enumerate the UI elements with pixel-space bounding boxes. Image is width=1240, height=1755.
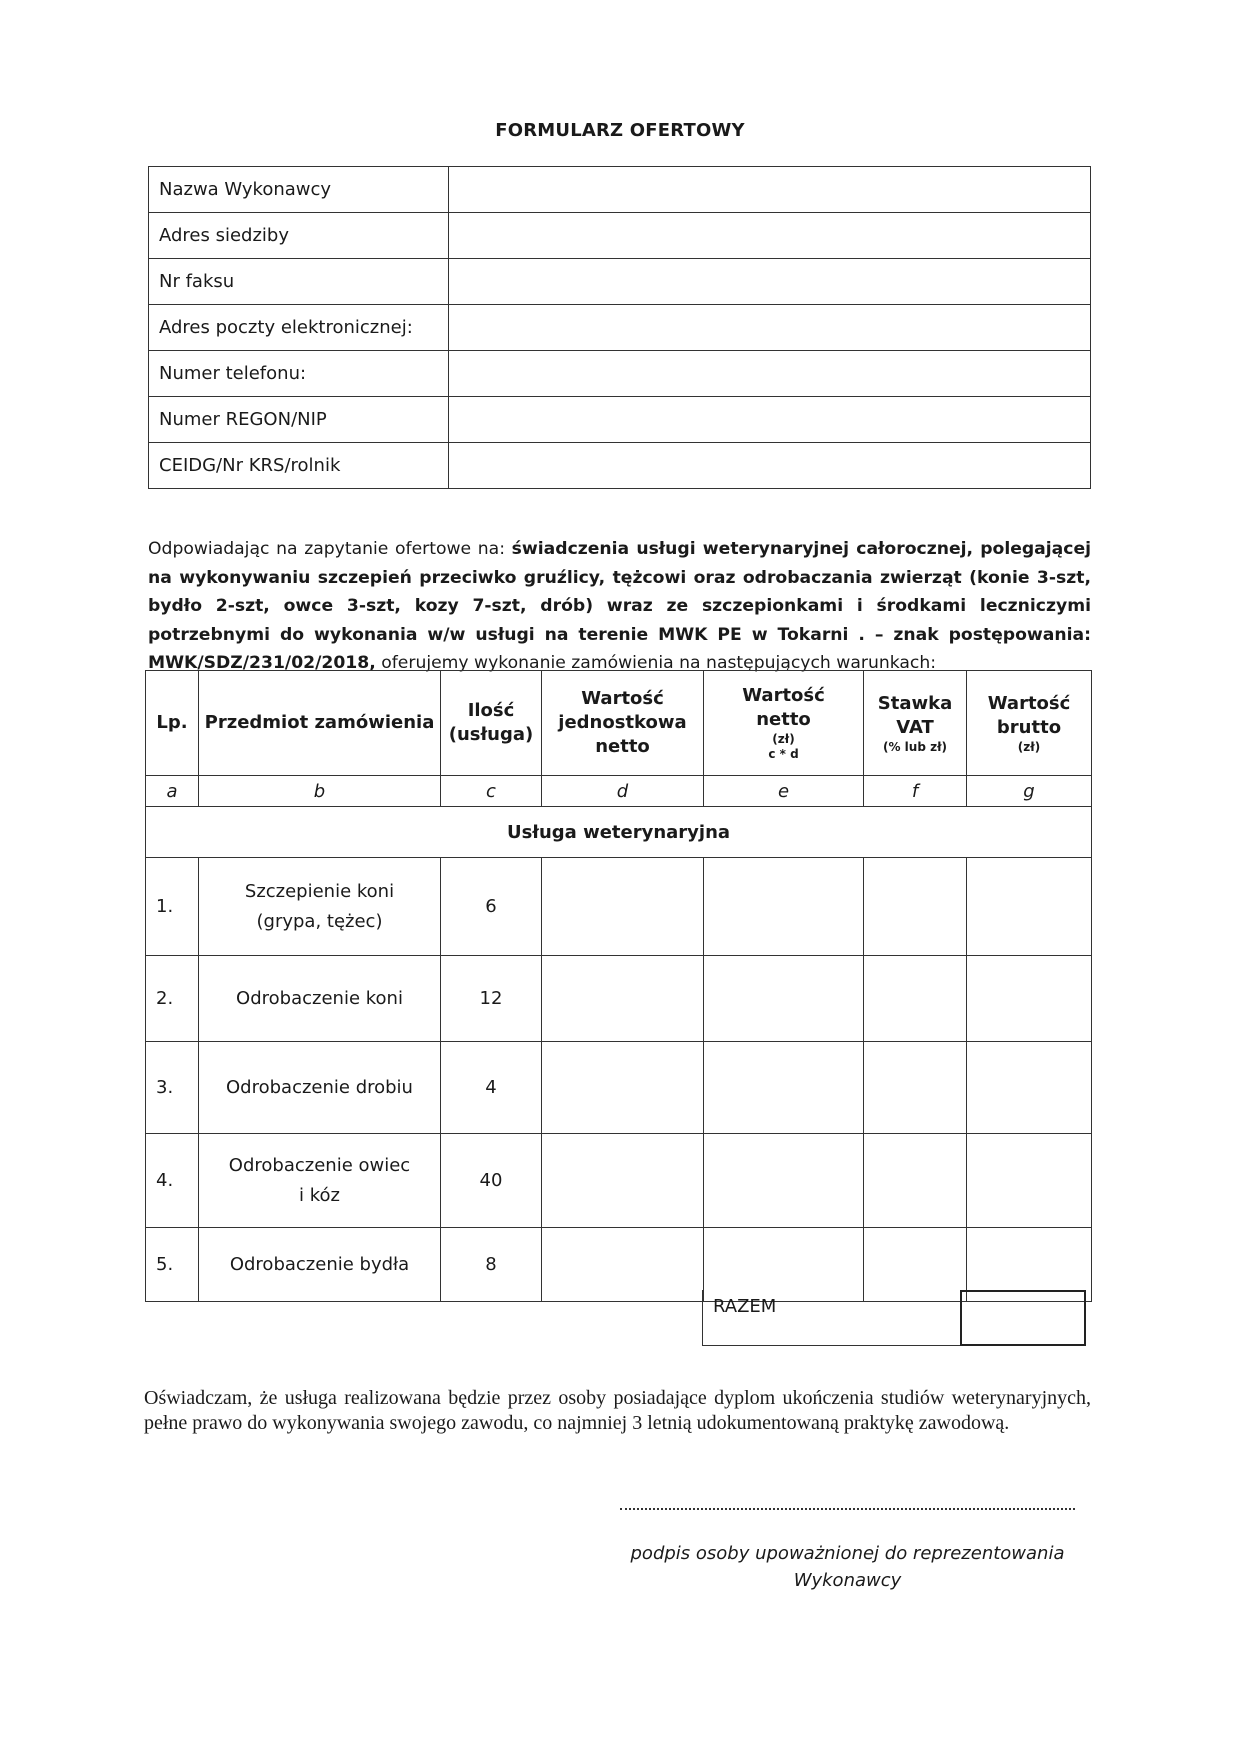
row-lp: 1.: [146, 858, 199, 956]
vendor-row-email: [149, 305, 1091, 351]
row-vat[interactable]: [864, 956, 967, 1042]
vendor-label-fax: Nr faksu: [149, 259, 449, 305]
vendor-label-email: Adres poczty elektronicznej:: [149, 305, 449, 351]
header-net-line1: Wartość: [742, 685, 825, 706]
row-item: Odrobaczenie koni: [199, 956, 441, 1042]
declaration-paragraph: Oświadczam, że usługa realizowana będzie przez osoby posiadające dyplom ukończenia studiów weterynaryjnych, pełne prawo do wykonywania swojego zawodu, co najmniej 3 letnią udokumentowaną praktykę zawodową.: [144, 1387, 1091, 1434]
row-unit-net[interactable]: [542, 1042, 704, 1134]
row-vat[interactable]: [864, 858, 967, 956]
header-unit-line3: netto: [595, 736, 650, 757]
column-letter-g: g: [967, 776, 1092, 807]
vendor-row-ceidg: [149, 443, 1091, 489]
vendor-row-fax: [149, 259, 1091, 305]
row-item: Odrobaczenie bydła: [199, 1228, 441, 1302]
row-gross[interactable]: [967, 1042, 1092, 1134]
row-net[interactable]: [704, 1134, 864, 1228]
offer-header-row: [146, 671, 1092, 776]
vendor-row-address: [149, 213, 1091, 259]
row-unit-net[interactable]: [542, 1134, 704, 1228]
header-vat-unit: (% lub zł): [882, 739, 948, 754]
header-vat-line2: VAT: [896, 716, 934, 738]
vendor-label-phone: Numer telefonu:: [149, 351, 449, 397]
signature-line2: Wykonawcy: [793, 1570, 902, 1591]
header-vat: [864, 671, 967, 776]
intro-subject: świadczenia usługi weterynaryjnej całorocznej, polegającej na wykonywaniu szczepień przeciwko gruźlicy, tężcowi oraz odrobaczania zwierząt (konie 3-szt, bydło 2-szt, owce 3-szt, kozy 7-szt, drób) wraz ze szczepionkami i środkami leczniczymi potrzebnymi do wykonania w/w usługi na terenie MWK PE w Tokarni . – znak postępowania: MWK/SDZ/231/02/2018,: [148, 539, 1092, 674]
row-qty: 8: [441, 1228, 542, 1302]
vendor-row-regon: [149, 397, 1091, 443]
row-qty: 40: [441, 1134, 542, 1228]
row-unit-net[interactable]: [542, 1228, 704, 1302]
vendor-info-table: [148, 166, 1091, 489]
row-qty: 6: [441, 858, 542, 956]
row-net[interactable]: [704, 956, 864, 1042]
vendor-label-regon: Numer REGON/NIP: [149, 397, 449, 443]
form-title: FORMULARZ OFERTOWY: [495, 120, 745, 141]
header-qty-line2: (usługa): [448, 724, 534, 745]
header-net: [704, 671, 864, 776]
column-letter-f: f: [864, 776, 967, 807]
intro-paragraph: [148, 535, 1091, 678]
header-gross-unit: (zł): [1017, 739, 1041, 754]
row-item: [199, 1134, 441, 1228]
row-item-line2: i kóz: [299, 1184, 340, 1206]
total-value-box[interactable]: [960, 1290, 1086, 1346]
header-unit-line1: Wartość: [581, 688, 664, 709]
signature-line1: podpis osoby upoważnionej do reprezentowania: [630, 1543, 1065, 1564]
vendor-value-fax[interactable]: [449, 259, 1091, 305]
row-item: [199, 858, 441, 956]
row-gross[interactable]: [967, 858, 1092, 956]
total-label: RAZEM: [702, 1290, 960, 1346]
row-gross[interactable]: [967, 1134, 1092, 1228]
vendor-value-regon[interactable]: [449, 397, 1091, 443]
signature-line: [620, 1508, 1075, 1510]
row-gross[interactable]: [967, 956, 1092, 1042]
header-gross-line1: Wartość: [987, 692, 1071, 714]
header-vat-line1: Stawka: [877, 692, 953, 714]
row-net[interactable]: [704, 1042, 864, 1134]
header-qty: [441, 671, 542, 776]
row-qty: 12: [441, 956, 542, 1042]
header-unit-net: [542, 671, 704, 776]
table-row: [146, 1134, 1092, 1228]
header-lp: Lp.: [146, 671, 199, 776]
vendor-value-ceidg[interactable]: [449, 443, 1091, 489]
row-qty: 4: [441, 1042, 542, 1134]
table-row: [146, 858, 1092, 956]
table-row: [146, 1042, 1092, 1134]
row-item: Odrobaczenie drobiu: [199, 1042, 441, 1134]
header-item: Przedmiot zamówienia: [199, 671, 441, 776]
vendor-value-phone[interactable]: [449, 351, 1091, 397]
row-vat[interactable]: [864, 1134, 967, 1228]
header-unit-line2: jednostkowa: [558, 712, 687, 733]
row-net[interactable]: [704, 858, 864, 956]
intro-lead: Odpowiadając na zapytanie ofertowe na:: [148, 539, 505, 560]
column-letter-a: a: [146, 776, 199, 807]
header-gross: [967, 671, 1092, 776]
row-vat[interactable]: [864, 1042, 967, 1134]
section-title: Usługa weterynaryjna: [146, 807, 1092, 858]
vendor-label-ceidg: CEIDG/Nr KRS/rolnik: [149, 443, 449, 489]
row-lp: 4.: [146, 1134, 199, 1228]
vendor-value-email[interactable]: [449, 305, 1091, 351]
row-lp: 3.: [146, 1042, 199, 1134]
vendor-value-name[interactable]: [449, 167, 1091, 213]
row-item-line2: (grypa, tężec): [256, 910, 383, 932]
header-net-line2: netto: [756, 709, 811, 730]
column-letter-d: d: [542, 776, 704, 807]
section-row: [146, 807, 1092, 858]
column-letters-row: [146, 776, 1092, 807]
column-letter-b: b: [199, 776, 441, 807]
vendor-row-phone: [149, 351, 1091, 397]
row-item-line1: Odrobaczenie owiec: [228, 1154, 411, 1176]
vendor-label-address: Adres siedziby: [149, 213, 449, 259]
row-unit-net[interactable]: [542, 956, 704, 1042]
header-net-unit: (zł): [772, 732, 795, 746]
header-gross-line2: brutto: [996, 716, 1062, 738]
vendor-row-name: [149, 167, 1091, 213]
column-letter-c: c: [441, 776, 542, 807]
vendor-value-address[interactable]: [449, 213, 1091, 259]
row-lp: 5.: [146, 1228, 199, 1302]
intro-tail: oferujemy wykonanie zamówienia na następujących warunkach:: [381, 653, 937, 674]
vendor-label-name: Nazwa Wykonawcy: [149, 167, 449, 213]
row-unit-net[interactable]: [542, 858, 704, 956]
row-lp: 2.: [146, 956, 199, 1042]
table-row: [146, 956, 1092, 1042]
header-qty-line1: Ilość: [467, 700, 515, 721]
offer-table: [145, 670, 1092, 1302]
header-net-formula: c * d: [768, 747, 799, 761]
column-letter-e: e: [704, 776, 864, 807]
signature-caption: [600, 1540, 1095, 1594]
row-item-line1: Szczepienie koni: [244, 880, 395, 902]
